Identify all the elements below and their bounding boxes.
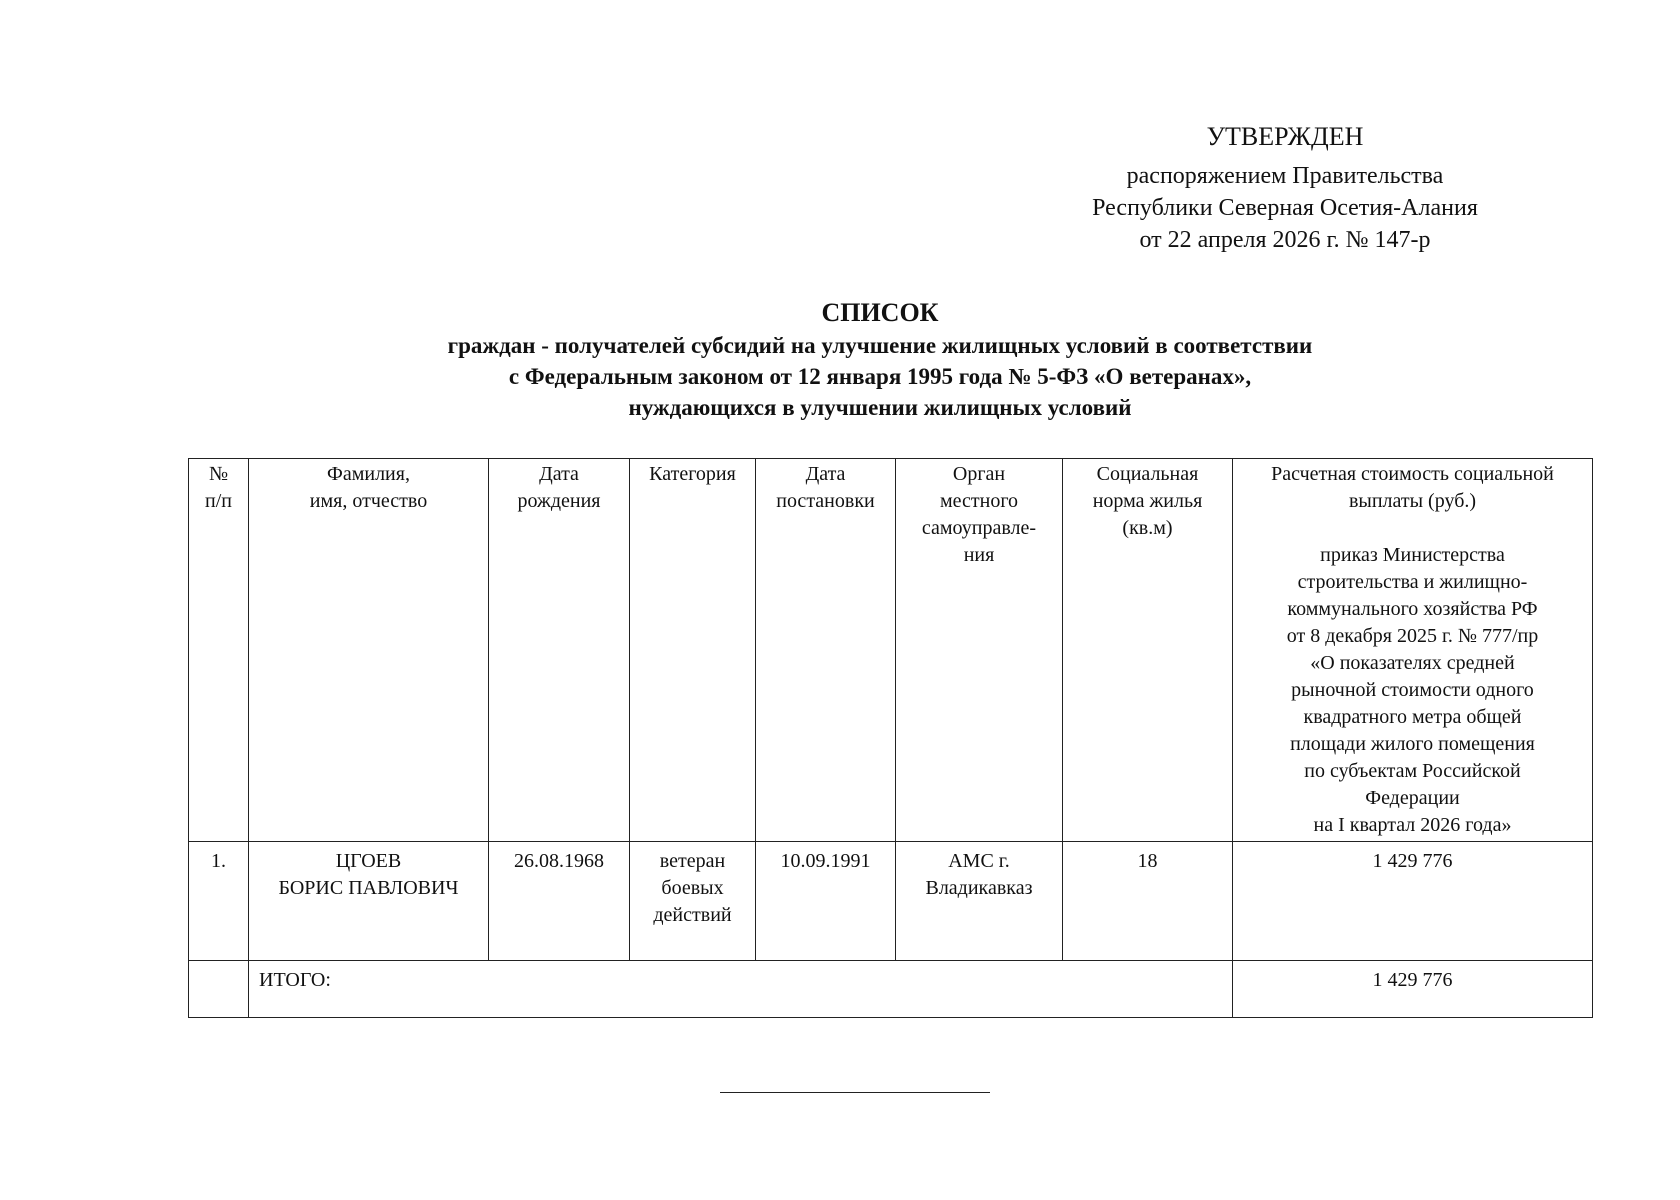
header-num: № п/п [189, 459, 249, 842]
header-cost: Расчетная стоимость социальной выплаты (руб.) приказ Министерства строительства и жилищно- коммунального хозяйства РФ от 8 декабря 2025 г. № 777/пр «О показателях средней рыночной стоимости одного квадратного метра общей площади жилого помещения по субъектам Российской Федерации на I квартал 2026 года» [1233, 459, 1593, 842]
document-subtitle-line-1: граждан - получателей субсидий на улучшение жилищных условий в соответствии [447, 333, 1313, 358]
approval-title: УТВЕРЖДЕН [1206, 122, 1364, 151]
table-row [189, 842, 1593, 961]
header-birth-date: Дата рождения [489, 459, 630, 842]
cell-birth-date: 26.08.1968 [489, 842, 630, 961]
cell-num: 1. [189, 842, 249, 961]
document-title: СПИСОК [821, 298, 939, 327]
header-name: Фамилия, имя, отчество [249, 459, 489, 842]
cell-total-cost: 1 429 776 [1233, 961, 1593, 1018]
header-category: Категория [630, 459, 756, 842]
document-subtitle-line-3: нуждающихся в улучшении жилищных условий [628, 395, 1132, 420]
header-authority: Орган местного самоуправле- ния [896, 459, 1063, 842]
cell-name: ЦГОЕВ БОРИС ПАВЛОВИЧ [249, 842, 489, 961]
cell-total-empty [189, 961, 249, 1018]
header-cost-spacer [1237, 515, 1588, 542]
approval-line-1: распоряжением Правительства [1126, 163, 1444, 189]
approval-line-3: от 22 апреля 2026 г. № 147-р [1139, 227, 1431, 253]
document-title-block [240, 296, 1520, 423]
approval-block [1050, 120, 1520, 256]
header-registration-date: Дата постановки [756, 459, 896, 842]
header-housing-norm: Социальная норма жилья (кв.м) [1063, 459, 1233, 842]
cell-housing-norm: 18 [1063, 842, 1233, 961]
recipients-table [188, 458, 1593, 1018]
approval-line-2: Республики Северная Осетия-Алания [1092, 195, 1478, 221]
cell-cost: 1 429 776 [1233, 842, 1593, 961]
cell-registration-date: 10.09.1991 [756, 842, 896, 961]
table-total-row [189, 961, 1593, 1018]
document-subtitle-line-2: с Федеральным законом от 12 января 1995 года № 5-ФЗ «О ветеранах», [508, 364, 1252, 389]
cell-category: ветеран боевых действий [630, 842, 756, 961]
cell-total-label: ИТОГО: [249, 961, 1233, 1018]
cell-authority: АМС г. Владикавказ [896, 842, 1063, 961]
table-header-row [189, 459, 1593, 842]
footer-divider [720, 1092, 990, 1093]
